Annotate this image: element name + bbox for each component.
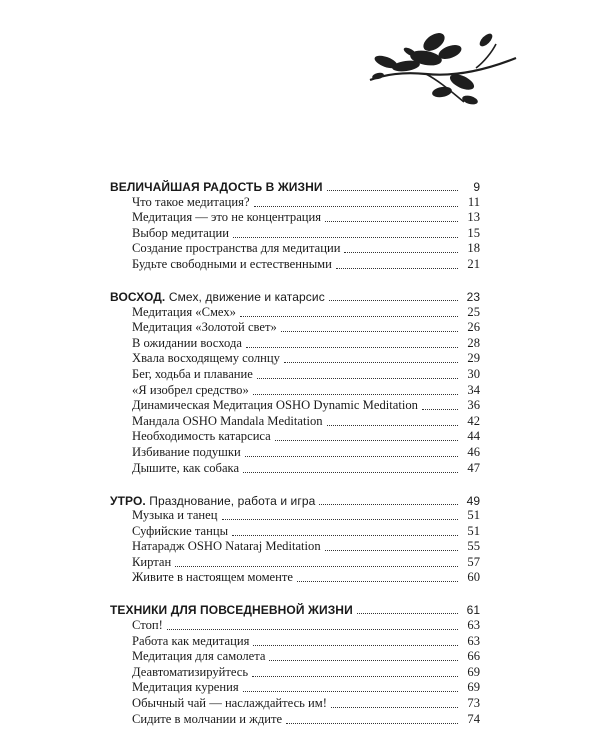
page-number: 74: [467, 711, 480, 726]
entry-title: [110, 712, 282, 727]
toc-entry[interactable]: [110, 539, 480, 555]
toc-section: [110, 174, 480, 272]
section-heading[interactable]: [110, 174, 480, 194]
title-text: Необходимость катарсиса: [132, 429, 271, 444]
dot-leader: [240, 316, 458, 317]
toc-entry[interactable]: [110, 711, 480, 727]
section-heading[interactable]: [110, 597, 480, 617]
entry-title: [110, 367, 253, 382]
page-number: 21: [467, 256, 480, 271]
title-text: Музыка и танец: [132, 508, 218, 523]
entry-title: [110, 351, 280, 366]
dot-leader: [327, 190, 458, 191]
title-text: Медитация для самолета: [132, 649, 266, 664]
entry-title: [110, 305, 236, 320]
toc-entry[interactable]: [110, 429, 480, 445]
title-text: В ожидании восхода: [132, 335, 242, 350]
entry-title: [110, 429, 271, 444]
title-text: Избивание подушки: [132, 444, 241, 459]
dot-leader: [246, 347, 458, 348]
title-text: ВОСХОД.: [110, 289, 166, 304]
dot-leader: [254, 206, 458, 207]
entry-title: [110, 398, 418, 413]
dot-leader: [269, 660, 458, 661]
title-text: Выбор медитации: [132, 225, 230, 240]
toc-entry[interactable]: [110, 617, 480, 633]
entry-title: [110, 555, 171, 570]
page-number: 73: [467, 696, 480, 711]
page-number: 36: [467, 398, 480, 413]
entry-title: [110, 257, 332, 272]
toc-entry[interactable]: [110, 382, 480, 398]
dot-leader: [253, 645, 458, 646]
dot-leader: [319, 504, 458, 505]
page-number: 23: [466, 289, 480, 304]
toc-section: [110, 597, 480, 726]
dot-leader: [325, 221, 458, 222]
dot-leader: [344, 252, 458, 253]
toc-entry[interactable]: [110, 320, 480, 336]
page-number: 49: [466, 493, 480, 508]
dot-leader: [275, 440, 458, 441]
toc-entry[interactable]: [110, 256, 480, 272]
title-text: Медитация курения: [132, 680, 239, 695]
dot-leader: [297, 581, 458, 582]
toc-section: [110, 284, 480, 476]
page-number: 11: [467, 194, 480, 209]
toc-entry[interactable]: [110, 508, 480, 524]
title-text: Работа как медитация: [132, 633, 250, 648]
toc-entry[interactable]: [110, 398, 480, 414]
toc-entry[interactable]: [110, 649, 480, 665]
title-text: Динамическая Медитация OSHO Dynamic Meditation: [132, 398, 418, 413]
page-number: 69: [467, 680, 480, 695]
entry-title: [110, 414, 323, 429]
page-number: 9: [473, 180, 480, 194]
toc-entry[interactable]: [110, 664, 480, 680]
title-text: Мандала OSHO Mandala Meditation: [132, 413, 323, 428]
title-text: ТЕХНИКИ ДЛЯ ПОВСЕДНЕВНОЙ ЖИЗНИ: [110, 603, 353, 618]
dot-leader: [232, 535, 458, 536]
page-number: 51: [467, 523, 480, 538]
page-number: 18: [467, 241, 480, 256]
page-number: 69: [467, 664, 480, 679]
dot-leader: [327, 425, 458, 426]
dot-leader: [325, 550, 458, 551]
title-text: Медитация — это не концентрация: [132, 210, 322, 225]
dot-leader: [222, 519, 459, 520]
toc-entry[interactable]: [110, 680, 480, 696]
section-heading[interactable]: [110, 488, 480, 508]
title-text: Что такое медитация?: [132, 194, 250, 209]
toc-entry[interactable]: [110, 241, 480, 257]
section-subtitle: Смех, движение и катарсис: [168, 289, 325, 304]
entry-title: [110, 383, 249, 398]
ink-branch-illustration: [366, 22, 526, 108]
title-text: Создание пространства для медитации: [132, 241, 341, 256]
section-title: [110, 603, 353, 617]
dot-leader: [284, 362, 458, 363]
title-text: Хвала восходящему солнцу: [132, 351, 280, 366]
page-number: 29: [467, 351, 480, 366]
page-number: 51: [467, 508, 480, 523]
dot-leader: [167, 629, 458, 630]
page-number: 47: [467, 460, 480, 475]
toc-entry[interactable]: [110, 304, 480, 320]
entry-title: [110, 226, 229, 241]
dot-leader: [245, 456, 458, 457]
title-text: «Я изобрел средство»: [132, 382, 249, 397]
toc-entry[interactable]: [110, 194, 480, 210]
title-text: Бег, ходьба и плавание: [132, 366, 253, 381]
section-title: [110, 494, 315, 508]
title-text: Обычный чай — наслаждайтесь им!: [132, 696, 327, 711]
toc-entry[interactable]: [110, 460, 480, 476]
toc-entry[interactable]: [110, 554, 480, 570]
title-text: Киртан: [132, 554, 172, 569]
entry-title: [110, 634, 249, 649]
toc-entry[interactable]: [110, 351, 480, 367]
page-number: 42: [467, 413, 480, 428]
toc-entry[interactable]: [110, 523, 480, 539]
page-number: 46: [467, 444, 480, 459]
entry-title: [110, 320, 277, 335]
title-text: Сидите в молчании и ждите: [132, 711, 283, 726]
title-text: Живите в настоящем моменте: [132, 570, 293, 585]
entry-title: [110, 618, 163, 633]
page-number: 63: [467, 618, 480, 633]
entry-title: [110, 680, 239, 695]
title-text: Стоп!: [132, 618, 163, 633]
entry-title: [110, 696, 327, 711]
dot-leader: [329, 300, 458, 301]
toc-section: [110, 488, 480, 586]
page-number: 28: [467, 335, 480, 350]
section-subtitle: Празднование, работа и игра: [149, 493, 316, 508]
toc-entry[interactable]: [110, 225, 480, 241]
dot-leader: [252, 676, 458, 677]
dot-leader: [243, 691, 458, 692]
page-number: 55: [467, 539, 480, 554]
section-title: [110, 290, 325, 304]
page-number: 66: [467, 649, 480, 664]
toc-entry[interactable]: [110, 633, 480, 649]
title-text: Натарадж OSHO Nataraj Meditation: [132, 539, 321, 554]
dot-leader: [243, 472, 458, 473]
title-text: ВЕЛИЧАЙШАЯ РАДОСТЬ В ЖИЗНИ: [110, 180, 323, 194]
dot-leader: [357, 613, 458, 614]
page-number: 44: [467, 429, 480, 444]
toc-entry[interactable]: [110, 444, 480, 460]
title-text: Дышите, как собака: [132, 460, 240, 475]
dot-leader: [253, 394, 458, 395]
dot-leader: [336, 268, 458, 269]
toc-entry[interactable]: [110, 210, 480, 226]
page-number: 57: [467, 554, 480, 569]
dot-leader: [175, 566, 458, 567]
entry-title: [110, 649, 265, 664]
title-text: Суфийские танцы: [132, 523, 229, 538]
section-title: [110, 180, 323, 194]
dot-leader: [331, 707, 458, 708]
page-number: 30: [467, 366, 480, 381]
entry-title: [110, 665, 248, 680]
section-heading[interactable]: [110, 284, 480, 304]
title-text: Медитация «Смех»: [132, 304, 236, 319]
toc-entry[interactable]: [110, 570, 480, 586]
entry-title: [110, 570, 293, 585]
toc-entry[interactable]: [110, 695, 480, 711]
page-number: 60: [467, 570, 480, 585]
entry-title: [110, 210, 321, 225]
page-number: 63: [467, 633, 480, 648]
page-number: 25: [467, 304, 480, 319]
entry-title: [110, 241, 340, 256]
page-number: 61: [466, 603, 480, 618]
toc-entry[interactable]: [110, 413, 480, 429]
dot-leader: [233, 237, 458, 238]
entry-title: [110, 336, 242, 351]
entry-title: [110, 461, 239, 476]
toc-entry[interactable]: [110, 366, 480, 382]
entry-title: [110, 195, 250, 210]
dot-leader: [257, 378, 458, 379]
page-number: 26: [467, 320, 480, 335]
entry-title: [110, 445, 241, 460]
toc-entry[interactable]: [110, 335, 480, 351]
table-of-contents: [110, 174, 480, 739]
entry-title: [110, 508, 218, 523]
title-text: Медитация «Золотой свет»: [132, 320, 277, 335]
entry-title: [110, 524, 228, 539]
page-number: 13: [467, 210, 480, 225]
title-text: Будьте свободными и естественными: [132, 256, 332, 271]
dot-leader: [422, 409, 458, 410]
dot-leader: [281, 331, 458, 332]
page-number: 34: [467, 382, 480, 397]
entry-title: [110, 539, 321, 554]
page-number: 15: [467, 225, 480, 240]
title-text: Деавтоматизируйтесь: [132, 664, 249, 679]
dot-leader: [286, 723, 458, 724]
title-text: УТРО.: [110, 493, 146, 508]
